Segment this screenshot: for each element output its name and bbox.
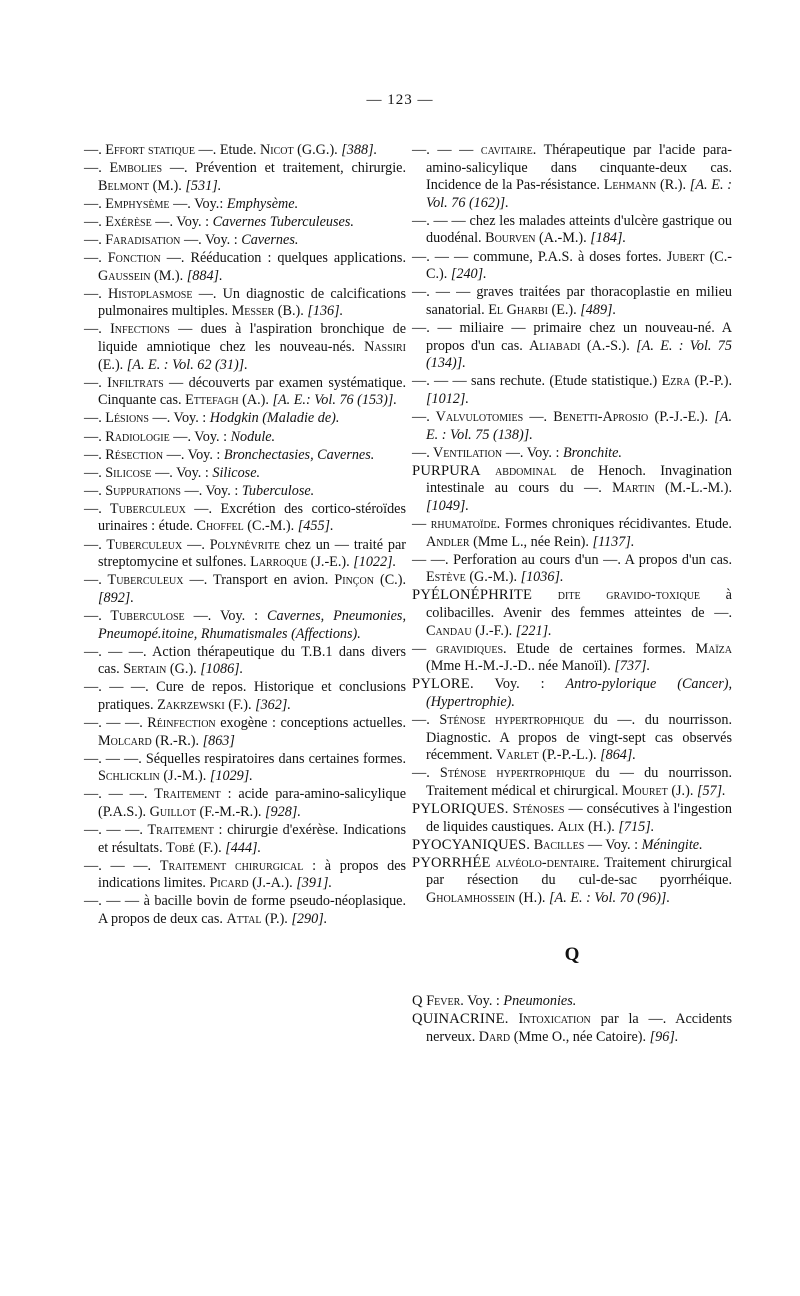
entry-headword: PYÉLONÉPHRITE <box>412 587 533 604</box>
entry-author: Gaussein <box>98 267 151 284</box>
entry-author-initials: (M.). <box>150 267 187 284</box>
entry-author: Schlicklin <box>98 768 160 785</box>
entry-text: — découverts par examen systématique. Cinquante cas. <box>98 374 406 409</box>
entry-author: Estève <box>426 569 466 586</box>
entry-text: Traitement chirurgical par résection du cul-de-sac pyorrhéique. <box>426 854 732 889</box>
entry-text: à bacille bovin de forme pseudo-néoplasique. A propos de deux cas. <box>98 893 407 928</box>
index-entry <box>84 537 406 572</box>
index-entry <box>84 214 406 232</box>
entry-text: —. Etude. <box>195 142 261 158</box>
index-entry <box>412 249 732 284</box>
entry-headword: Q <box>412 993 423 1010</box>
entry-author-initials: (J.-A.). <box>248 875 297 892</box>
entry-cross-reference: Pneumonies. <box>503 993 577 1010</box>
index-entry <box>84 286 406 321</box>
index-entry <box>84 160 406 195</box>
index-entry <box>412 142 732 212</box>
entry-text: —. Voy. : <box>163 446 224 463</box>
entry-subject-qualifier: Sténoses <box>508 800 565 817</box>
entry-text: —. Voy.: <box>169 195 227 212</box>
index-entry <box>84 501 406 536</box>
index-entry <box>84 447 406 465</box>
entry-subject: —. — — <box>412 212 466 229</box>
index-entry <box>412 213 732 248</box>
entry-author-initials: (P.-P.-L.). <box>538 747 601 764</box>
entry-author-initials: (H.). <box>515 889 550 906</box>
entry-subject: —. Fonction <box>84 250 161 267</box>
entry-subject: —. Infections <box>84 321 170 338</box>
index-entry <box>84 893 406 928</box>
entry-text: — consécutives à l'ingestion de liquides caustiques. <box>426 800 732 835</box>
entry-subject-qualifier: Polynévrite <box>209 536 280 553</box>
entry-author: Zakrzewski <box>157 696 225 713</box>
entry-author: Aliabadi <box>529 337 581 354</box>
entry-text: sans rechute. (Etude statistique.) <box>466 373 662 390</box>
entry-cross-reference: Hodgkin (Maladie de). <box>209 410 340 427</box>
entry-subject: —. Sténose hypertrophique <box>412 712 585 728</box>
index-entry <box>412 552 732 587</box>
entry-subject: — rhumatoïde. <box>412 515 501 532</box>
entry-author: Gholamhossein <box>426 889 516 906</box>
index-entry <box>84 715 406 750</box>
entry-text: —. Voy. : <box>151 213 213 230</box>
entry-text: de Henoch. Invagination intestinale au cours du —. <box>426 462 733 497</box>
entry-author-initials: (J.-F.). <box>471 622 516 639</box>
entry-author-initials: (E.). <box>547 301 581 318</box>
right-column <box>412 142 732 1047</box>
entry-subject: —. — — cavitaire. <box>412 142 537 158</box>
index-entry <box>84 410 406 428</box>
entry-author-initials: (P.-J.-E.). <box>648 408 715 425</box>
entry-subject: —. Tuberculeux <box>84 536 183 553</box>
entry-author: Dard <box>478 1028 511 1045</box>
entry-author-initials: (M.-L.-M.). <box>654 480 733 497</box>
entry-reference: [863] <box>202 732 235 749</box>
entry-author: Lehmann <box>603 177 657 194</box>
entry-text: —. Transport en avion. <box>183 572 335 589</box>
entry-subject: —. — —. <box>84 643 147 660</box>
entry-subject: —. Résection <box>84 446 164 463</box>
entry-author-initials: (F.). <box>194 839 226 856</box>
index-entry <box>84 751 406 786</box>
entry-author: Ezra <box>661 373 691 390</box>
entry-text: exogène : conceptions actuelles. <box>215 715 406 731</box>
entry-author: Bourven <box>485 230 536 247</box>
entry-reference: [A. E.: Vol. 76 (153)]. <box>272 392 397 409</box>
entry-text: par la —. Accidents nerveux. <box>426 1011 732 1045</box>
entry-author: Picard <box>209 875 249 892</box>
entry-text: — dues à l'aspiration bronchique de liquide amniotique chez les nouveau-nés. <box>98 321 406 356</box>
index-entry <box>412 993 732 1011</box>
entry-text: Voy. : <box>473 676 566 693</box>
entry-subject: —. Sténose hypertrophique <box>412 765 586 782</box>
entry-subject: —. — — <box>412 248 469 265</box>
index-entry <box>412 765 732 800</box>
entry-cross-reference: Emphysème. <box>226 195 299 212</box>
index-entry <box>84 572 406 607</box>
index-entry <box>84 822 406 857</box>
entry-text: —. Excrétion des cortico-stéroïdes urinaires : étude. <box>98 500 406 535</box>
entry-reference: [A. E. : Vol. 70 (96)]. <box>549 889 671 906</box>
index-entry <box>84 375 406 410</box>
entry-subject: —. Infiltrats <box>84 374 164 391</box>
entry-reference: [1022]. <box>353 554 397 571</box>
entry-text <box>151 858 160 874</box>
entry-author: Guillot <box>149 803 196 820</box>
index-entry <box>84 483 406 501</box>
entry-reference: [A. E. : Vol. 75 (134)]. <box>426 337 732 372</box>
entry-text: : à propos des indications limites. <box>98 857 407 892</box>
entry-author: Molcard <box>98 732 152 749</box>
entry-text: —. Voy. : <box>502 444 563 461</box>
entry-reference: [96]. <box>649 1028 679 1045</box>
entry-text: —. Voy. : <box>180 482 242 499</box>
entry-subject: —. Effort statique <box>84 142 195 158</box>
entry-subject: —. — — <box>84 893 140 910</box>
entry-text: à colibacilles. Avenir des femmes atteintes de —. <box>426 587 732 621</box>
entry-subject-qualifier: dite gravido-toxique <box>532 587 701 604</box>
entry-subject: —. Tuberculeux <box>84 500 186 517</box>
entry-reference: [1137]. <box>592 533 635 550</box>
entry-reference: [1049]. <box>426 497 469 514</box>
entry-text: —. Voy. : <box>148 410 210 427</box>
index-entry <box>412 445 732 463</box>
entry-reference: [1086]. <box>200 661 244 678</box>
entry-subject: —. Tuberculose <box>84 607 185 624</box>
entry-text: — Voy. : <box>584 836 642 853</box>
entry-author: Messer <box>231 303 275 320</box>
entry-author-initials: (P.-P.). <box>690 373 732 390</box>
entry-author: Attal <box>226 911 262 928</box>
entry-reference: [221]. <box>515 622 552 639</box>
entry-subject: —. — —. <box>84 857 152 874</box>
entry-subject: —. — —. <box>84 679 149 696</box>
entry-author-initials: (Mme O., née Catoire). <box>510 1028 650 1045</box>
entry-author-initials: (G.-M.). <box>465 569 521 586</box>
entry-author-initials: (R.). <box>656 177 690 194</box>
entry-subject: —. Radiologie <box>84 428 170 445</box>
entry-author: Candau <box>426 622 472 639</box>
entry-subject-qualifier: alvéolo-dentaire. <box>490 854 600 871</box>
entry-author-initials: (Mme H.-M.-J.-D.. née Manoïl). <box>426 658 615 675</box>
entry-headword: PYORRHÉE <box>412 854 491 871</box>
entry-author-initials: (C.-M.). <box>243 518 298 535</box>
entry-text: —. Rééducation : quelques applications. <box>160 250 406 267</box>
entry-subject: —. — <box>412 319 452 336</box>
entry-subject: —. Exérèse <box>84 213 152 230</box>
entry-reference: [184]. <box>590 230 627 247</box>
entry-author-initials: (C.-C.). <box>426 248 732 283</box>
entry-reference: [455]. <box>297 518 334 535</box>
entry-text: —. Prévention et traitement, chirurgie. <box>162 160 406 177</box>
entry-author-initials: (Mme L., née Rein). <box>469 533 593 550</box>
index-entry <box>412 320 732 373</box>
index-entry <box>84 142 406 160</box>
entry-author: Benetti-Aprosio <box>553 408 649 425</box>
entry-subject-qualifier: Intoxication <box>508 1011 591 1028</box>
entry-cross-reference: Cavernes. <box>241 231 299 248</box>
entry-author: Pinçon <box>334 572 374 589</box>
entry-reference: [290]. <box>291 911 328 928</box>
index-entry <box>84 644 406 679</box>
index-entry <box>84 250 406 285</box>
entry-headword: PYOCYANIQUES. <box>412 836 531 853</box>
entry-reference: [388]. <box>341 142 378 158</box>
index-entry <box>412 676 732 711</box>
entry-reference: [864]. <box>600 747 636 764</box>
entry-author-initials: (A.-S.). <box>580 337 637 354</box>
entry-author: Maïza <box>695 640 732 657</box>
index-entry <box>412 712 732 765</box>
entry-subject: —. Tuberculeux <box>84 572 184 589</box>
entry-text: Action thérapeutique du T.B.1 dans divers cas. <box>98 643 406 678</box>
index-entry <box>412 373 732 408</box>
left-column <box>84 142 406 929</box>
entry-author-initials: (J.). <box>667 782 697 799</box>
entry-author: Nicot <box>260 142 294 158</box>
entry-cross-reference: Antro-pylorique (Cancer), (Hypertrophie). <box>426 676 732 710</box>
index-entry <box>84 858 406 893</box>
entry-author: Belmont <box>98 177 150 194</box>
index-entry <box>84 465 406 483</box>
entry-text: —. Voy. : <box>184 607 268 624</box>
entry-reference: [1029]. <box>209 768 253 785</box>
entry-author: Choffel <box>196 518 244 535</box>
entry-subject: —. — — <box>412 284 471 301</box>
entry-subject: —. Suppurations <box>84 482 181 499</box>
entry-reference: [444]. <box>225 839 262 856</box>
section-letter: Q <box>564 943 580 965</box>
entry-text: —. Voy. : <box>180 231 242 248</box>
entry-text: chez un — traité par streptomycine et sulfones. <box>98 536 406 571</box>
index-entry <box>412 587 732 640</box>
entry-text: : acide para-amino-salicylique (P.A.S.). <box>98 786 406 820</box>
entry-author: Nassiri <box>364 339 406 356</box>
entry-reference: [136]. <box>307 303 344 320</box>
entry-text: du —. du nourrisson. Diagnostic. A propos de vingt-sept cas observés récemment. <box>426 712 732 764</box>
entry-author-initials: (G.). <box>166 661 201 678</box>
entry-subject: — gravidiques. <box>412 640 507 657</box>
entry-reference: [715]. <box>618 818 655 835</box>
entry-reference: [928]. <box>265 803 301 820</box>
entry-author: Larroque <box>250 554 308 571</box>
index-entry <box>84 321 406 374</box>
entry-text: —. <box>182 536 210 553</box>
index-entry <box>84 429 406 447</box>
entry-headword: QUINACRINE. <box>412 1011 509 1028</box>
entry-subject: —. Valvulotomies <box>412 408 524 425</box>
entry-reference: [737]. <box>614 658 651 675</box>
entry-author-initials: (E.). <box>98 356 127 373</box>
entry-subject: —. — — <box>412 373 467 390</box>
entry-author-initials: (G.G.). <box>293 142 342 158</box>
entry-subject-qualifier: Bacilles <box>530 836 585 853</box>
page-number: — 123 — <box>366 92 434 108</box>
entry-author: Martin <box>612 480 655 497</box>
entry-text: chez les malades atteints d'ulcère gastrique ou duodénal. <box>426 212 733 247</box>
entry-reference: [57]. <box>696 782 726 799</box>
index-entry <box>412 641 732 676</box>
entry-cross-reference: Méningite. <box>641 836 703 853</box>
entry-cross-reference: Cavernes Tuberculeuses. <box>212 213 354 230</box>
index-entry <box>412 463 732 516</box>
entry-cross-reference: Bronchite. <box>563 444 622 461</box>
entry-text: Formes chroniques récidivantes. Etude. <box>500 515 732 532</box>
entry-reference: [1012]. <box>426 390 469 407</box>
entry-subject: —. Lésions <box>84 410 149 427</box>
entry-subject-qualifier: abdominal <box>480 462 557 479</box>
entry-reference: [489]. <box>580 301 617 318</box>
entry-author: El Gharbi <box>488 301 548 318</box>
entry-headword: PYLORE. <box>412 676 474 693</box>
entry-author: Ettefagh <box>185 392 239 409</box>
entry-subject: —. Faradisation <box>84 231 181 248</box>
entry-reference: [A. E. : Vol. 62 (31)]. <box>126 356 248 373</box>
entry-author-initials: (F.-M.-R.). <box>196 803 266 820</box>
index-entry <box>412 409 732 444</box>
entry-text: Séquelles respiratoires dans certaines formes. <box>141 750 406 767</box>
entry-cross-reference: Bronchectasies, Cavernes. <box>223 446 375 463</box>
entry-author-initials: (H.). <box>584 818 619 835</box>
entry-subject: —. — —. <box>84 750 142 767</box>
entry-reference: [362]. <box>255 696 291 713</box>
entry-subject: — —. <box>412 551 449 568</box>
entry-text: Voy. : <box>463 993 504 1010</box>
entry-author: Jubert <box>666 248 705 265</box>
entry-subject: —. Histoplasmose <box>84 285 193 302</box>
entry-author: Andler <box>426 533 470 550</box>
entry-text: —. Un diagnostic de calcifications pulmonaires multiples. <box>98 285 406 320</box>
entry-author-initials: (C.). <box>373 572 406 589</box>
entry-author-initials: (B.). <box>274 303 308 320</box>
entry-author-initials: (J.-E.). <box>307 554 354 571</box>
entry-cross-reference: Nodule. <box>230 428 276 445</box>
entry-subject: —. Embolies <box>84 160 163 177</box>
entry-reference: [1036]. <box>520 569 564 586</box>
entry-author-initials: (R.-R.). <box>151 732 203 749</box>
entry-author: Alix <box>557 818 585 835</box>
entry-author-initials: (P.). <box>261 911 292 928</box>
entry-reference: [391]. <box>296 875 333 892</box>
entry-subject: —. Emphysème <box>84 195 170 212</box>
entry-headword: PYLORIQUES. <box>412 800 509 817</box>
index-entry <box>412 284 732 319</box>
index-entry <box>84 232 406 250</box>
entry-subject: —. Ventilation <box>412 444 503 461</box>
entry-text: Etude de certaines formes. <box>506 640 696 657</box>
entry-author: Sertain <box>123 661 167 678</box>
entry-text: miliaire — primaire chez un nouveau-né. A propos d'un cas. <box>426 319 732 354</box>
entry-reference: [A. E. : Vol. 76 (162)]. <box>426 177 732 211</box>
entry-text: Cure de repos. Historique et conclusions pratiques. <box>98 679 407 713</box>
entry-text: commune, P.A.S. à doses fortes. <box>468 248 667 265</box>
entry-text: —. Voy. : <box>151 464 213 481</box>
entry-subject: —. Silicose <box>84 464 152 481</box>
index-entry <box>412 837 732 855</box>
entry-subject-qualifier: Traitement <box>147 822 214 839</box>
entry-author: Tobé <box>166 839 195 856</box>
index-entry <box>412 801 732 836</box>
index-entry <box>84 679 406 714</box>
entry-reference: [531]. <box>185 177 222 194</box>
entry-cross-reference: Cavernes, Pneumonies, Pneumopé.itoine, Rhumatismales (Affections). <box>98 607 406 642</box>
entry-text: graves traitées par thoracoplastie en milieu sanatorial. <box>426 284 732 318</box>
entry-text: —. Voy. : <box>169 428 231 445</box>
index-entry <box>84 196 406 214</box>
entry-subject-qualifier: Réinfection <box>147 715 216 731</box>
index-entry <box>84 608 406 643</box>
entry-author-initials: (M.). <box>149 177 186 194</box>
entry-text: Perforation au cours d'un —. A propos d'un cas. <box>448 551 732 568</box>
entry-subject: —. — —. <box>84 715 143 731</box>
entry-text: Thérapeutique par l'acide para-amino-salicylique dans cinquante-deux cas. Incidence de la Pas-résistance. <box>426 142 732 194</box>
entry-subject-qualifier: Traitement chirurgical <box>159 857 304 874</box>
entry-reference: [892]. <box>98 589 134 606</box>
entry-cross-reference: Silicose. <box>212 464 261 481</box>
entry-author-initials: (A.-M.). <box>535 230 591 247</box>
entry-cross-reference: Tuberculose. <box>241 482 315 499</box>
index-entry <box>84 786 406 821</box>
entry-subject-qualifier: Traitement <box>154 786 221 803</box>
entry-subject: —. — —. <box>84 822 143 839</box>
entry-author: Mouret <box>621 782 668 799</box>
index-entry <box>412 1011 732 1046</box>
entry-reference: [240]. <box>450 266 487 283</box>
entry-subject: —. — —. <box>84 786 148 803</box>
entry-author-initials: (J.-M.). <box>159 768 210 785</box>
entry-text: —. <box>523 408 554 425</box>
entry-reference: [884]. <box>186 267 223 284</box>
entry-author-initials: (A.). <box>238 392 273 409</box>
entry-author: Varlet <box>496 747 539 764</box>
entry-subject-qualifier: Fever. <box>422 993 464 1010</box>
entry-headword: PURPURA <box>412 462 481 479</box>
entry-author-initials: (F.). <box>224 696 256 713</box>
index-entry <box>412 516 732 551</box>
entry-text: : chirurgie d'exérèse. Indications et résultats. <box>98 822 406 856</box>
index-entry <box>412 855 732 908</box>
entry-text: du — du nourrisson. Traitement médical et chirurgical. <box>426 765 732 799</box>
entry-reference: [A. E. : Vol. 75 (138)]. <box>426 408 733 443</box>
